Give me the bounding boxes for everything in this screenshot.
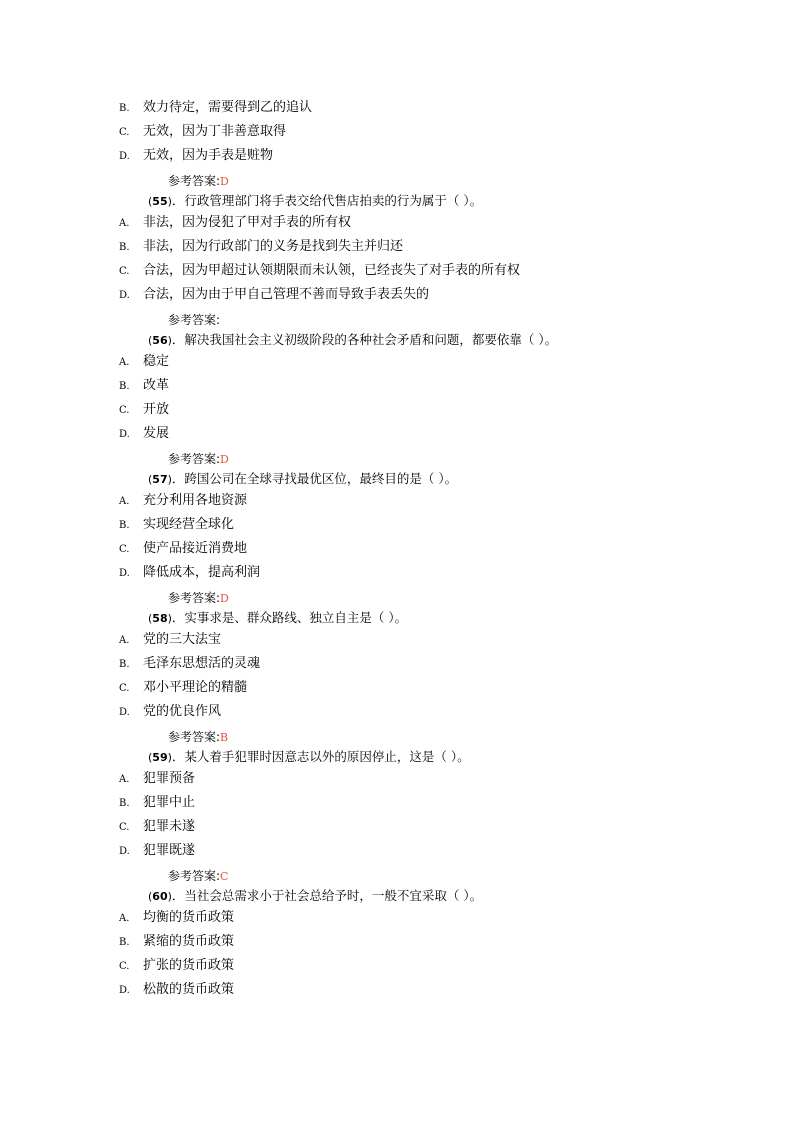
option-letter: A. (119, 913, 130, 924)
option-letter: D. (119, 568, 130, 579)
option-text: 改革 (143, 378, 170, 393)
question-block (0, 171, 794, 307)
reference-answer (0, 310, 794, 330)
question-number: (57) (148, 473, 172, 486)
option-row (0, 144, 794, 168)
option-row (0, 930, 794, 954)
option-text: 党的三大法宝 (143, 632, 222, 647)
option-letter: B. (119, 798, 130, 809)
option-letter: A. (119, 496, 130, 507)
reference-answer (0, 171, 794, 191)
option-row (0, 906, 794, 930)
answer-label: 参考答案: (168, 591, 221, 605)
question-block (0, 866, 794, 1002)
option-letter: B. (119, 242, 130, 253)
option-letter: D. (119, 985, 130, 996)
option-row (0, 652, 794, 676)
exam-page (0, 96, 794, 1002)
option-letter: A. (119, 357, 130, 368)
option-letter: C. (119, 544, 130, 555)
question-number: (55) (148, 195, 172, 208)
reference-answer (0, 449, 794, 469)
question-text: (57)．跨国公司在全球寻找最优区位，最终目的是（ ）。 (148, 471, 458, 486)
option-row (0, 235, 794, 259)
answer-label: 参考答案: (168, 452, 221, 466)
option-letter: D. (119, 151, 130, 162)
option-letter: B. (119, 937, 130, 948)
option-row (0, 815, 794, 839)
option-text: 发展 (143, 426, 170, 441)
option-row (0, 283, 794, 307)
option-row (0, 96, 794, 120)
option-text: 稳定 (143, 354, 170, 369)
option-row (0, 954, 794, 978)
option-row (0, 676, 794, 700)
question-block (0, 727, 794, 863)
option-letter: C. (119, 266, 130, 277)
option-letter: A. (119, 774, 130, 785)
option-text: 非法，因为侵犯了甲对手表的所有权 (143, 215, 352, 230)
question-text: (58)．实事求是、群众路线、独立自主是（ ）。 (148, 610, 408, 625)
option-letter: C. (119, 822, 130, 833)
question-number: (56) (148, 334, 172, 347)
question-block (0, 310, 794, 446)
option-text: 犯罪既遂 (143, 843, 196, 858)
question-number: (59) (148, 751, 172, 764)
option-row (0, 537, 794, 561)
option-row (0, 398, 794, 422)
option-text: 毛泽东思想活的灵魂 (143, 656, 261, 671)
option-row (0, 374, 794, 398)
option-letter: C. (119, 961, 130, 972)
option-text: 无效，因为手表是赃物 (143, 148, 274, 163)
answer-label: 参考答案: (168, 869, 221, 883)
answer-value: B (220, 731, 229, 744)
option-text: 非法，因为行政部门的义务是找到失主并归还 (143, 239, 404, 254)
option-letter: D. (119, 429, 130, 440)
intro-options (0, 96, 794, 168)
question-block (0, 588, 794, 724)
reference-answer (0, 588, 794, 608)
question-text: (55)．行政管理部门将手表交给代售店拍卖的行为属于（ ）。 (148, 193, 483, 208)
option-row (0, 561, 794, 585)
answer-value: D (220, 175, 229, 188)
option-text: 降低成本，提高利润 (143, 565, 261, 580)
question-text: (59)．某人着手犯罪时因意志以外的原因停止，这是（ ）。 (148, 749, 470, 764)
option-row (0, 513, 794, 537)
option-row (0, 350, 794, 374)
option-row (0, 839, 794, 863)
option-text: 扩张的货币政策 (143, 958, 235, 973)
question-text: (60)．当社会总需求小于社会总给予时，一般不宜采取（ ）。 (148, 888, 483, 903)
option-row (0, 489, 794, 513)
option-row (0, 259, 794, 283)
option-letter: B. (119, 381, 130, 392)
answer-label: 参考答案: (168, 174, 221, 188)
question-number: (58) (148, 612, 172, 625)
answer-value: D (220, 592, 229, 605)
option-letter: A. (119, 635, 130, 646)
option-text: 紧缩的货币政策 (143, 934, 235, 949)
option-text: 开放 (143, 402, 170, 417)
option-row (0, 120, 794, 144)
option-text: 实现经营全球化 (143, 517, 235, 532)
option-letter: C. (119, 683, 130, 694)
question-text: (56)．解决我国社会主义初级阶段的各种社会矛盾和问题，都要依靠（ ）。 (148, 332, 558, 347)
option-text: 均衡的货币政策 (143, 910, 235, 925)
answer-value: D (220, 453, 229, 466)
reference-answer (0, 866, 794, 886)
answer-label: 参考答案: (168, 730, 221, 744)
question-block (0, 449, 794, 585)
option-row (0, 211, 794, 235)
option-row (0, 978, 794, 1002)
option-text: 邓小平理论的精髓 (143, 680, 248, 695)
option-letter: C. (119, 405, 130, 416)
option-row (0, 791, 794, 815)
option-text: 松散的货币政策 (143, 982, 235, 997)
question-number: (60) (148, 890, 172, 903)
option-text: 党的优良作风 (143, 704, 222, 719)
option-text: 使产品接近消费地 (143, 541, 248, 556)
option-letter: B. (119, 103, 130, 114)
option-letter: B. (119, 520, 130, 531)
reference-answer (0, 727, 794, 747)
option-row (0, 700, 794, 724)
option-letter: A. (119, 218, 130, 229)
option-text: 充分利用各地资源 (143, 493, 248, 508)
option-text: 效力待定，需要得到乙的追认 (143, 100, 313, 115)
option-row (0, 628, 794, 652)
option-text: 合法，因为由于甲自己管理不善而导致手表丢失的 (143, 287, 430, 302)
option-text: 无效，因为丁非善意取得 (143, 124, 287, 139)
option-letter: D. (119, 846, 130, 857)
option-letter: D. (119, 290, 130, 301)
option-text: 犯罪未遂 (143, 819, 196, 834)
option-letter: B. (119, 659, 130, 670)
answer-value: C (220, 870, 229, 883)
option-row (0, 422, 794, 446)
answer-label: 参考答案: (168, 313, 221, 327)
option-text: 合法，因为甲超过认领期限而未认领，已经丧失了对手表的所有权 (143, 263, 521, 278)
option-row (0, 767, 794, 791)
option-text: 犯罪中止 (143, 795, 196, 810)
option-text: 犯罪预备 (143, 771, 196, 786)
option-letter: D. (119, 707, 130, 718)
option-letter: C. (119, 127, 130, 138)
